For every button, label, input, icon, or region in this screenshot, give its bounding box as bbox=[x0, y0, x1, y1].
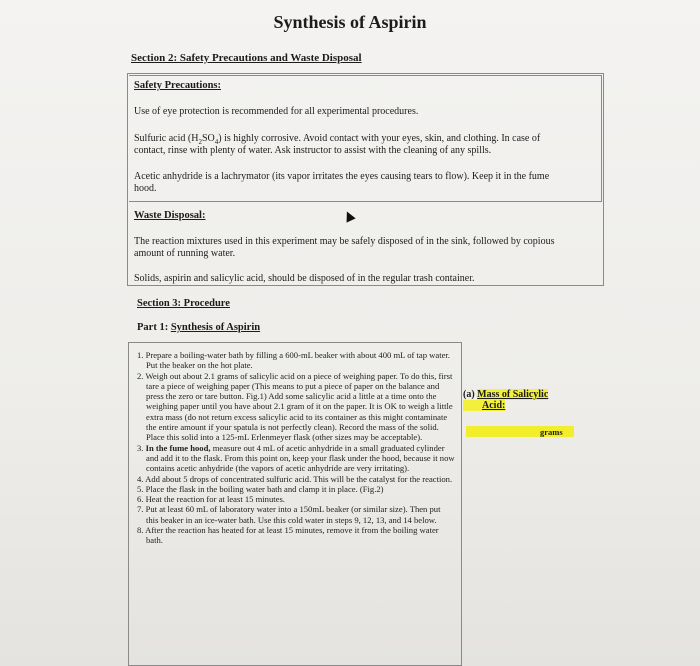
grams-unit-label: grams bbox=[540, 427, 563, 437]
page-title: Synthesis of Aspirin bbox=[273, 12, 427, 32]
safety-text-acetic: Acetic anhydride is a lachrymator (its vapor irritates the eyes causing tears to flow). Keep it in the fume bbox=[134, 171, 550, 182]
step-6: 6. Heat the reaction for at least 15 minutes. bbox=[137, 494, 285, 505]
waste-text-solids: Solids, aspirin and salicylic acid, should be disposed of in the regular trash container. bbox=[134, 273, 475, 284]
waste-heading: Waste Disposal: bbox=[134, 210, 206, 221]
safety-text-contact: contact, rinse with plenty of water. Ask instructor to assist with the cleaning of any spills. bbox=[134, 145, 492, 156]
waste-text-water: amount of running water. bbox=[134, 248, 236, 259]
waste-text-sink: The reaction mixtures used in this experiment may be safely disposed of in the sink, followed by copious bbox=[134, 236, 555, 247]
safety-text-sulfuric: Sulfuric acid $(H_2SO_4)$ is highly corrosive. Avoid contact with your eyes, skin, and clothing. In case of bbox=[134, 133, 541, 146]
step-5: 5. Place the flask in the boiling water bath and clamp it in place. (Fig.2) bbox=[137, 483, 384, 494]
step-8: 8. After the reaction has heated for at least 15 minutes, remove it from the boiling water bath. bbox=[137, 525, 439, 546]
safety-heading: Safety Precautions: bbox=[134, 80, 221, 91]
part-1-heading: Part 1: Synthesis of Aspirin bbox=[137, 322, 261, 333]
step-2: 2. Weigh out about 2.1 grams of salicylic acid on a piece of weighing paper. To do this, first tare a piece of weighing paper (This means to put a piece of paper on the balance and press the zero or tare button. Fig.1) Add some salicylic acid a little at a time onto the weighing paper until you have about 2.1 gram of it on the paper. It is OK to weigh a little extra mass (do not return excess salicylic acid to its container as this might contaminate the entire amount if your spatula is not perfectly clean). Record the mass of the solid. Place this solid into a 125-mL Erlenmeyer flask (other sizes may be acceptable). bbox=[137, 370, 453, 443]
section-2-heading: Section 2: Safety Precautions and Waste Disposal bbox=[131, 52, 362, 64]
safety-text-eye: Use of eye protection is recommended for all experimental procedures. bbox=[134, 106, 419, 117]
mass-salicylic-label: (a) Mass of Salicylic Acid: bbox=[463, 389, 549, 411]
safety-text-hood: hood. bbox=[134, 183, 157, 194]
step-4: 4. Add about 5 drops of concentrated sulfuric acid. This will be the catalyst for the reaction. bbox=[137, 473, 453, 484]
step-3: 3. In the fume hood, measure out 4 mL of acetic anhydride in a small graduated cylinder and add it to the flask. From this point on, keep your flask under the hood, because it now contains acetic anhydride (the vapors of acetic anhydride are very irritating). bbox=[137, 442, 455, 474]
step-7: 7. Put at least 60 mL of laboratory water into a 150mL beaker (or similar size). Then put this beaker in an ice-water bath. Use this cold water in steps 9, 12, 13, and 14 below. bbox=[137, 504, 441, 525]
procedure-steps bbox=[137, 350, 455, 546]
step-1: 1. Prepare a boiling-water bath by filling a 600-mL beaker with about 400 mL of tap water. Put the beaker on the hot plate. bbox=[137, 350, 450, 371]
section-3-heading: Section 3: Procedure bbox=[137, 298, 230, 309]
